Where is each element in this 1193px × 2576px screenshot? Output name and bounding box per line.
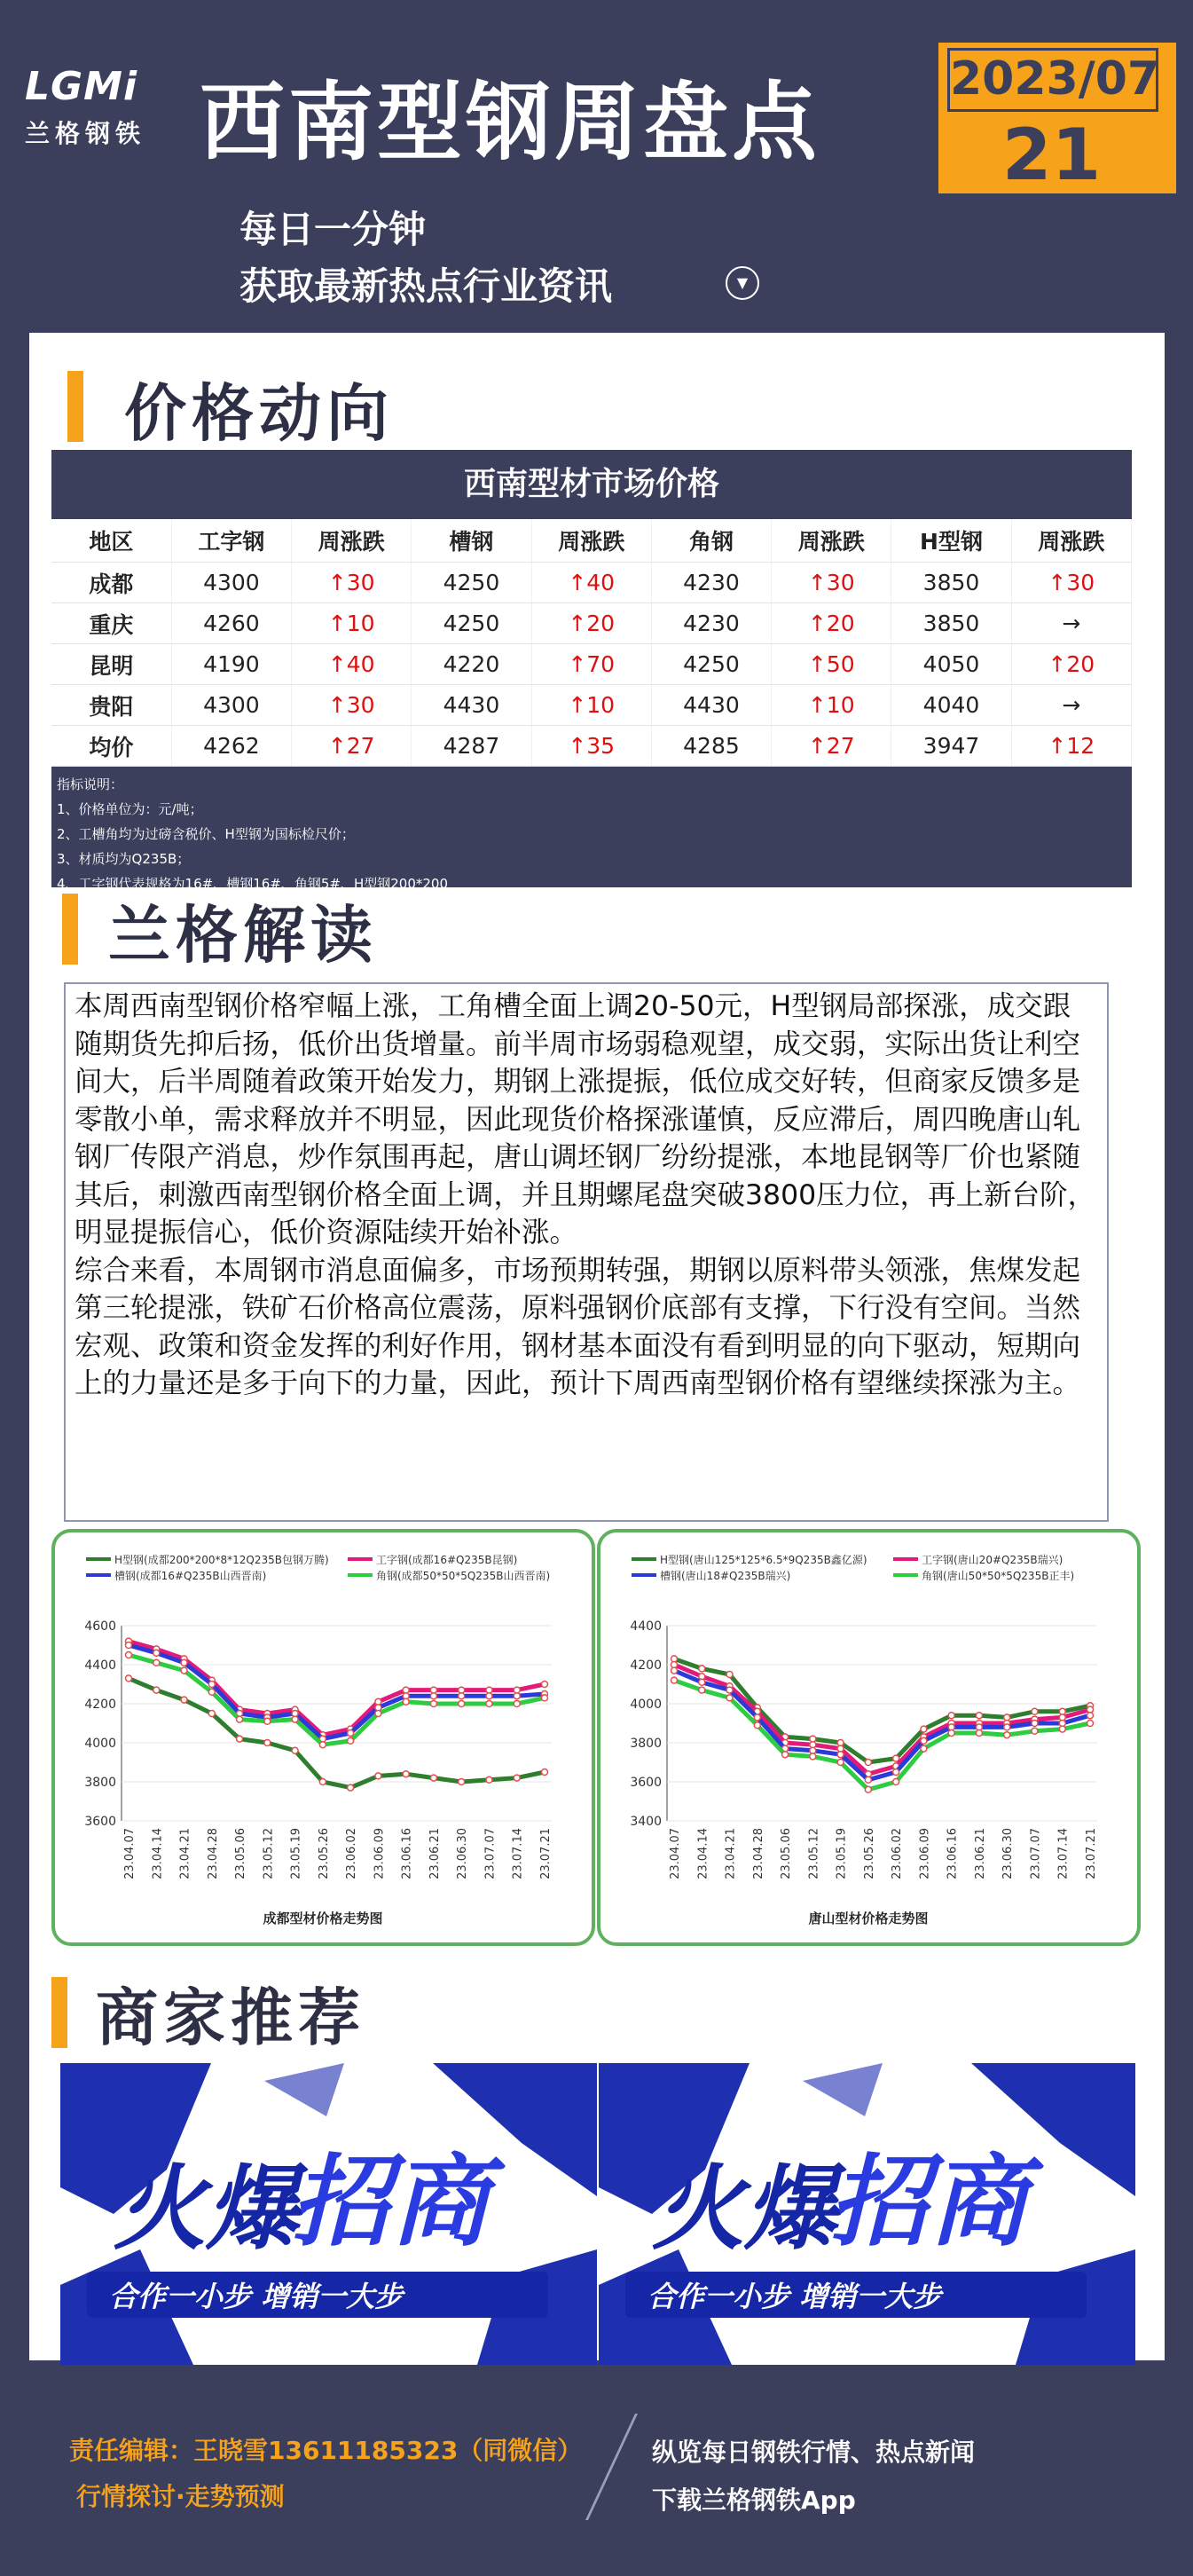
cell-region: 贵阳 bbox=[51, 685, 171, 726]
cell-price: 4300 bbox=[171, 685, 291, 726]
data-point bbox=[921, 1745, 927, 1752]
merchant-banner-2[interactable] bbox=[599, 2063, 1135, 2365]
cell-price: 4220 bbox=[412, 644, 531, 685]
data-point bbox=[948, 1730, 954, 1737]
data-point bbox=[542, 1769, 548, 1776]
data-point bbox=[726, 1687, 733, 1693]
data-point bbox=[292, 1747, 298, 1753]
cell-region: 昆明 bbox=[51, 644, 171, 685]
data-point bbox=[837, 1752, 844, 1758]
data-point bbox=[699, 1666, 705, 1672]
chart-title: 成都型材价格走势图 bbox=[263, 1910, 383, 1926]
data-point bbox=[181, 1659, 187, 1666]
cell-change: ↑27 bbox=[772, 726, 891, 767]
data-point bbox=[726, 1672, 733, 1678]
legend-label: H型钢(成都200*200*8*12Q235B包钢万腾) bbox=[114, 1554, 329, 1566]
y-tick-label: 4200 bbox=[630, 1658, 662, 1673]
col-header: 周涨跌 bbox=[292, 519, 412, 563]
data-point bbox=[865, 1786, 871, 1792]
data-point bbox=[754, 1722, 760, 1729]
cell-price: 4230 bbox=[651, 603, 771, 644]
data-point bbox=[865, 1760, 871, 1766]
section-heading-price: 价格动向 bbox=[124, 377, 394, 450]
data-point bbox=[126, 1675, 132, 1682]
chart-svg-tangshan bbox=[600, 1532, 1137, 1942]
data-point bbox=[699, 1687, 705, 1693]
chart-chengdu bbox=[51, 1529, 595, 1946]
section-heading-merchants: 商家推荐 bbox=[96, 1981, 365, 2054]
cell-change: ↑27 bbox=[292, 726, 412, 767]
x-tick-label: 23.04.21 bbox=[724, 1828, 738, 1879]
cell-change: ↑10 bbox=[772, 685, 891, 726]
table-title: 西南型材市场价格 bbox=[51, 450, 1132, 519]
y-tick-label: 4400 bbox=[630, 1619, 662, 1634]
table-row bbox=[51, 685, 1132, 726]
data-point bbox=[726, 1695, 733, 1701]
x-tick-label: 23.04.07 bbox=[669, 1828, 682, 1879]
banner-title-1: 火爆 bbox=[652, 2155, 837, 2263]
data-point bbox=[486, 1693, 492, 1699]
x-tick-label: 23.06.02 bbox=[891, 1828, 905, 1879]
y-tick-label: 4400 bbox=[84, 1658, 116, 1673]
banner-title-2: 招商 bbox=[291, 2145, 490, 2260]
col-header: 角钢 bbox=[651, 519, 771, 563]
subtitle-line-2: 获取最新热点行业资讯 bbox=[239, 264, 613, 308]
data-point bbox=[264, 1718, 271, 1724]
x-tick-label: 23.07.14 bbox=[511, 1828, 525, 1879]
data-point bbox=[181, 1697, 187, 1703]
data-point bbox=[208, 1711, 215, 1717]
cell-price: 4300 bbox=[171, 563, 291, 603]
y-tick-label: 3600 bbox=[630, 1776, 662, 1790]
cell-price: 4285 bbox=[651, 726, 771, 767]
chart-tangshan bbox=[597, 1529, 1141, 1946]
x-tick-label: 23.06.16 bbox=[400, 1828, 414, 1879]
data-point bbox=[430, 1701, 436, 1707]
data-point bbox=[292, 1716, 298, 1722]
data-point bbox=[237, 1736, 243, 1742]
cell-change: ↑40 bbox=[531, 563, 651, 603]
col-header: 周涨跌 bbox=[772, 519, 891, 563]
cell-price: 4260 bbox=[171, 603, 291, 644]
table-row bbox=[51, 726, 1132, 767]
x-tick-label: 23.06.21 bbox=[428, 1828, 442, 1879]
note-line: 2、工槽角均为过磅含税价、H型钢为国标检尺价； bbox=[57, 826, 355, 842]
cell-price: 4250 bbox=[412, 603, 531, 644]
date-day: 21 bbox=[1001, 114, 1102, 196]
section-accent-bar bbox=[67, 371, 83, 442]
merchant-banner-1[interactable] bbox=[60, 2063, 597, 2365]
data-point bbox=[1087, 1713, 1094, 1719]
legend-label: H型钢(唐山125*125*6.5*9Q235B鑫亿源) bbox=[660, 1554, 867, 1566]
data-point bbox=[459, 1701, 465, 1707]
note-line: 指标说明： bbox=[57, 776, 124, 792]
data-point bbox=[1087, 1721, 1094, 1727]
data-point bbox=[1004, 1732, 1010, 1738]
x-tick-label: 23.04.28 bbox=[751, 1828, 765, 1879]
x-tick-label: 23.06.09 bbox=[918, 1828, 932, 1879]
col-header: H型钢 bbox=[891, 519, 1011, 563]
x-tick-label: 23.07.07 bbox=[483, 1828, 498, 1879]
cell-change: ↑20 bbox=[531, 603, 651, 644]
table-row bbox=[51, 644, 1132, 685]
cell-region: 成都 bbox=[51, 563, 171, 603]
series-line bbox=[129, 1642, 545, 1736]
price-table bbox=[51, 450, 1132, 892]
cell-price: 3947 bbox=[891, 726, 1011, 767]
footer-tagline-right-1: 纵览每日钢铁行情、热点新闻 bbox=[652, 2438, 976, 2467]
page-title: 西南型钢周盘点 bbox=[200, 73, 820, 172]
x-tick-label: 23.05.12 bbox=[262, 1828, 276, 1879]
x-tick-label: 23.05.19 bbox=[289, 1828, 303, 1879]
table-notes bbox=[51, 767, 1132, 892]
legend-label: 工字钢(成都16#Q235B昆钢) bbox=[376, 1554, 518, 1566]
cell-change: ↑12 bbox=[1011, 726, 1131, 767]
data-point bbox=[1032, 1721, 1038, 1727]
legend-label: 槽钢(唐山18#Q235B瑞兴) bbox=[660, 1570, 791, 1582]
footer-divider bbox=[585, 2414, 638, 2520]
note-line: 3、材质均为Q235B； bbox=[57, 851, 191, 867]
x-tick-label: 23.05.26 bbox=[862, 1828, 876, 1879]
table-header-row bbox=[51, 519, 1132, 563]
data-point bbox=[459, 1779, 465, 1785]
data-point bbox=[459, 1693, 465, 1699]
col-header: 地区 bbox=[51, 519, 171, 563]
cell-change: ↑20 bbox=[1011, 644, 1131, 685]
data-point bbox=[1032, 1708, 1038, 1714]
cell-change: → bbox=[1011, 685, 1131, 726]
data-point bbox=[319, 1742, 326, 1748]
subtitle-line-1: 每日一分钟 bbox=[239, 208, 427, 251]
data-point bbox=[208, 1682, 215, 1688]
x-tick-label: 23.06.16 bbox=[946, 1828, 960, 1879]
data-point bbox=[486, 1776, 492, 1783]
table-row bbox=[51, 603, 1132, 644]
banner-slogan: 合作一小步 增销一大步 bbox=[109, 2280, 404, 2313]
y-tick-label: 3800 bbox=[630, 1737, 662, 1751]
cell-change: ↑30 bbox=[772, 563, 891, 603]
data-point bbox=[514, 1775, 520, 1781]
data-point bbox=[208, 1689, 215, 1695]
cell-price: 4250 bbox=[651, 644, 771, 685]
y-tick-label: 4200 bbox=[84, 1698, 116, 1712]
data-point bbox=[976, 1730, 982, 1737]
data-point bbox=[348, 1730, 354, 1737]
analysis-text bbox=[64, 982, 1109, 1522]
section-accent-bar bbox=[51, 1977, 67, 2048]
data-point bbox=[348, 1737, 354, 1744]
footer-tagline-right-2[interactable]: 下载兰格钢铁App bbox=[652, 2485, 856, 2515]
price-grid bbox=[51, 519, 1132, 767]
data-point bbox=[375, 1773, 381, 1779]
data-point bbox=[782, 1752, 789, 1758]
x-tick-label: 23.04.14 bbox=[696, 1828, 710, 1879]
legend-label: 角钢(成都50*50*5Q235B山西晋南) bbox=[376, 1570, 551, 1582]
banner-art bbox=[599, 2063, 1135, 2365]
x-tick-label: 23.07.07 bbox=[1029, 1828, 1043, 1879]
data-point bbox=[976, 1713, 982, 1719]
cell-price: 4040 bbox=[891, 685, 1011, 726]
data-point bbox=[375, 1711, 381, 1717]
y-tick-label: 3600 bbox=[84, 1815, 116, 1829]
cell-price: 3850 bbox=[891, 603, 1011, 644]
cell-price: 4190 bbox=[171, 644, 291, 685]
lgmi-logo bbox=[25, 64, 176, 161]
data-point bbox=[126, 1642, 132, 1649]
cell-change: ↑30 bbox=[292, 563, 412, 603]
data-point bbox=[1059, 1726, 1065, 1732]
legend-label: 槽钢(成都16#Q235B山西晋南) bbox=[114, 1570, 267, 1582]
data-point bbox=[542, 1695, 548, 1701]
chevron-down-icon[interactable]: ▼ bbox=[726, 266, 759, 300]
x-tick-label: 23.05.06 bbox=[234, 1828, 248, 1879]
cell-region: 重庆 bbox=[51, 603, 171, 644]
data-point bbox=[153, 1687, 160, 1693]
y-tick-label: 3400 bbox=[630, 1815, 662, 1829]
cell-change: ↑70 bbox=[531, 644, 651, 685]
x-tick-label: 23.05.19 bbox=[835, 1828, 849, 1879]
col-header: 槽钢 bbox=[412, 519, 531, 563]
col-header: 周涨跌 bbox=[531, 519, 651, 563]
data-point bbox=[181, 1667, 187, 1674]
note-line: 4、工字钢代表规格为16#、槽钢16#、角钢5#、H型钢200*200 bbox=[57, 876, 449, 892]
banner-slogan: 合作一小步 增销一大步 bbox=[648, 2280, 942, 2313]
data-point bbox=[754, 1714, 760, 1721]
x-tick-label: 23.04.07 bbox=[123, 1828, 137, 1879]
banner-title-2: 招商 bbox=[829, 2145, 1028, 2260]
data-point bbox=[514, 1693, 520, 1699]
x-tick-label: 23.07.21 bbox=[539, 1828, 553, 1879]
cell-change: ↑30 bbox=[1011, 563, 1131, 603]
cell-change: ↑50 bbox=[772, 644, 891, 685]
x-tick-label: 23.04.21 bbox=[178, 1828, 192, 1879]
data-point bbox=[948, 1713, 954, 1719]
cell-change: ↑30 bbox=[292, 685, 412, 726]
footer-tagline-left: 行情探讨·走势预测 bbox=[76, 2482, 285, 2511]
data-point bbox=[865, 1776, 871, 1783]
data-point bbox=[893, 1769, 899, 1776]
date-badge bbox=[938, 43, 1176, 196]
data-point bbox=[430, 1775, 436, 1781]
series-line bbox=[674, 1671, 1090, 1780]
banner-title-1: 火爆 bbox=[114, 2155, 299, 2263]
data-point bbox=[430, 1693, 436, 1699]
data-point bbox=[264, 1740, 271, 1746]
x-tick-label: 23.06.09 bbox=[373, 1828, 387, 1879]
data-point bbox=[837, 1760, 844, 1766]
data-point bbox=[348, 1784, 354, 1791]
x-tick-label: 23.07.14 bbox=[1056, 1828, 1071, 1879]
cell-price: 4287 bbox=[412, 726, 531, 767]
chart-title: 唐山型材价格走势图 bbox=[808, 1910, 929, 1926]
cell-change: ↑10 bbox=[531, 685, 651, 726]
cell-price: 4050 bbox=[891, 644, 1011, 685]
data-point bbox=[893, 1779, 899, 1785]
series-line bbox=[674, 1658, 1090, 1762]
banner-art bbox=[60, 2063, 597, 2365]
x-tick-label: 23.06.21 bbox=[973, 1828, 987, 1879]
cell-price: 3850 bbox=[891, 563, 1011, 603]
cell-price: 4430 bbox=[412, 685, 531, 726]
section-accent-bar bbox=[62, 894, 78, 965]
x-tick-label: 23.05.12 bbox=[807, 1828, 821, 1879]
data-point bbox=[699, 1679, 705, 1685]
col-header: 工字钢 bbox=[171, 519, 291, 563]
cell-price: 4262 bbox=[171, 726, 291, 767]
x-tick-label: 23.07.21 bbox=[1085, 1828, 1098, 1879]
section-heading-analysis: 兰格解读 bbox=[108, 899, 378, 972]
cell-change: ↑40 bbox=[292, 644, 412, 685]
y-tick-label: 4600 bbox=[84, 1619, 116, 1634]
x-tick-label: 23.04.28 bbox=[206, 1828, 220, 1879]
data-point bbox=[1004, 1724, 1010, 1730]
legend-label: 角钢(唐山50*50*5Q235B正丰) bbox=[922, 1570, 1075, 1582]
data-point bbox=[921, 1726, 927, 1732]
data-point bbox=[810, 1753, 816, 1760]
logo-subtitle: 兰格钢铁 bbox=[25, 119, 146, 148]
logo-mark: LGMi bbox=[25, 64, 138, 109]
chart-svg-chengdu bbox=[55, 1532, 592, 1942]
data-point bbox=[153, 1650, 160, 1656]
analysis-paragraph: 本周西南型钢价格窄幅上涨，工角槽全面上调20-50元，H型钢局部探涨，成交跟随期货先抑后扬，低价出货增量。前半周市场弱稳观望，成交弱，实际出货让利空间大，后半周随着政策开始发力，期钢上涨提振，低位成交好转，但商家反馈多是零散小单，需求释放并不明显，因此现货价格探涨谨慎，反应滞后，周四晚唐山轧钢厂传限产消息，炒作氛围再起，唐山调坯钢厂纷纷提涨，本地昆钢等厂价也紧随其后，刺激西南型钢价格全面上调，并且期螺尾盘突破3800压力位，再上新台阶，明显提振信心，低价资源陆续开始补涨。 bbox=[75, 990, 1096, 1249]
date-year-month: 2023/07 bbox=[947, 48, 1158, 112]
cell-change: ↑20 bbox=[772, 603, 891, 644]
x-tick-label: 23.05.06 bbox=[780, 1828, 794, 1879]
y-tick-label: 3800 bbox=[84, 1776, 116, 1790]
cell-price: 4230 bbox=[651, 563, 771, 603]
data-point bbox=[893, 1755, 899, 1761]
cell-change: → bbox=[1011, 603, 1131, 644]
x-tick-label: 23.06.30 bbox=[1001, 1828, 1016, 1879]
data-point bbox=[514, 1701, 520, 1707]
footer-editor: 责任编辑：王晓雪13611185323（同微信） bbox=[69, 2436, 583, 2465]
data-point bbox=[126, 1652, 132, 1658]
x-tick-label: 23.06.30 bbox=[456, 1828, 470, 1879]
data-point bbox=[237, 1716, 243, 1722]
col-header: 周涨跌 bbox=[1011, 519, 1131, 563]
data-point bbox=[671, 1667, 678, 1674]
cell-change: ↑10 bbox=[292, 603, 412, 644]
table-row bbox=[51, 563, 1132, 603]
cell-region: 均价 bbox=[51, 726, 171, 767]
data-point bbox=[542, 1682, 548, 1688]
data-point bbox=[319, 1779, 326, 1785]
data-point bbox=[671, 1677, 678, 1683]
cell-price: 4250 bbox=[412, 563, 531, 603]
x-tick-label: 23.05.26 bbox=[317, 1828, 331, 1879]
y-tick-label: 4000 bbox=[84, 1737, 116, 1751]
data-point bbox=[1032, 1728, 1038, 1734]
data-point bbox=[486, 1701, 492, 1707]
data-point bbox=[403, 1771, 409, 1777]
cell-change: ↑35 bbox=[531, 726, 651, 767]
data-point bbox=[921, 1737, 927, 1744]
note-line: 1、价格单位为：元/吨； bbox=[57, 801, 203, 817]
data-point bbox=[153, 1659, 160, 1666]
x-tick-label: 23.04.14 bbox=[151, 1828, 165, 1879]
data-point bbox=[403, 1698, 409, 1705]
x-tick-label: 23.06.02 bbox=[345, 1828, 359, 1879]
legend-label: 工字钢(唐山20#Q235B瑞兴) bbox=[922, 1554, 1063, 1566]
cell-price: 4430 bbox=[651, 685, 771, 726]
y-tick-label: 4000 bbox=[630, 1698, 662, 1712]
analysis-paragraph: 综合来看，本周钢市消息面偏多，市场预期转强，期钢以原料带头领涨，焦煤发起第三轮提涨，铁矿石价格高位震荡，原料强钢价底部有支撑，下行没有空间。当然宏观、政策和资金发挥的利好作用，钢材基本面没有看到明显的向下驱动，短期向上的力量还是多于向下的力量，因此，预计下周西南型钢价格有望继续探涨为主。 bbox=[75, 1254, 1081, 1399]
